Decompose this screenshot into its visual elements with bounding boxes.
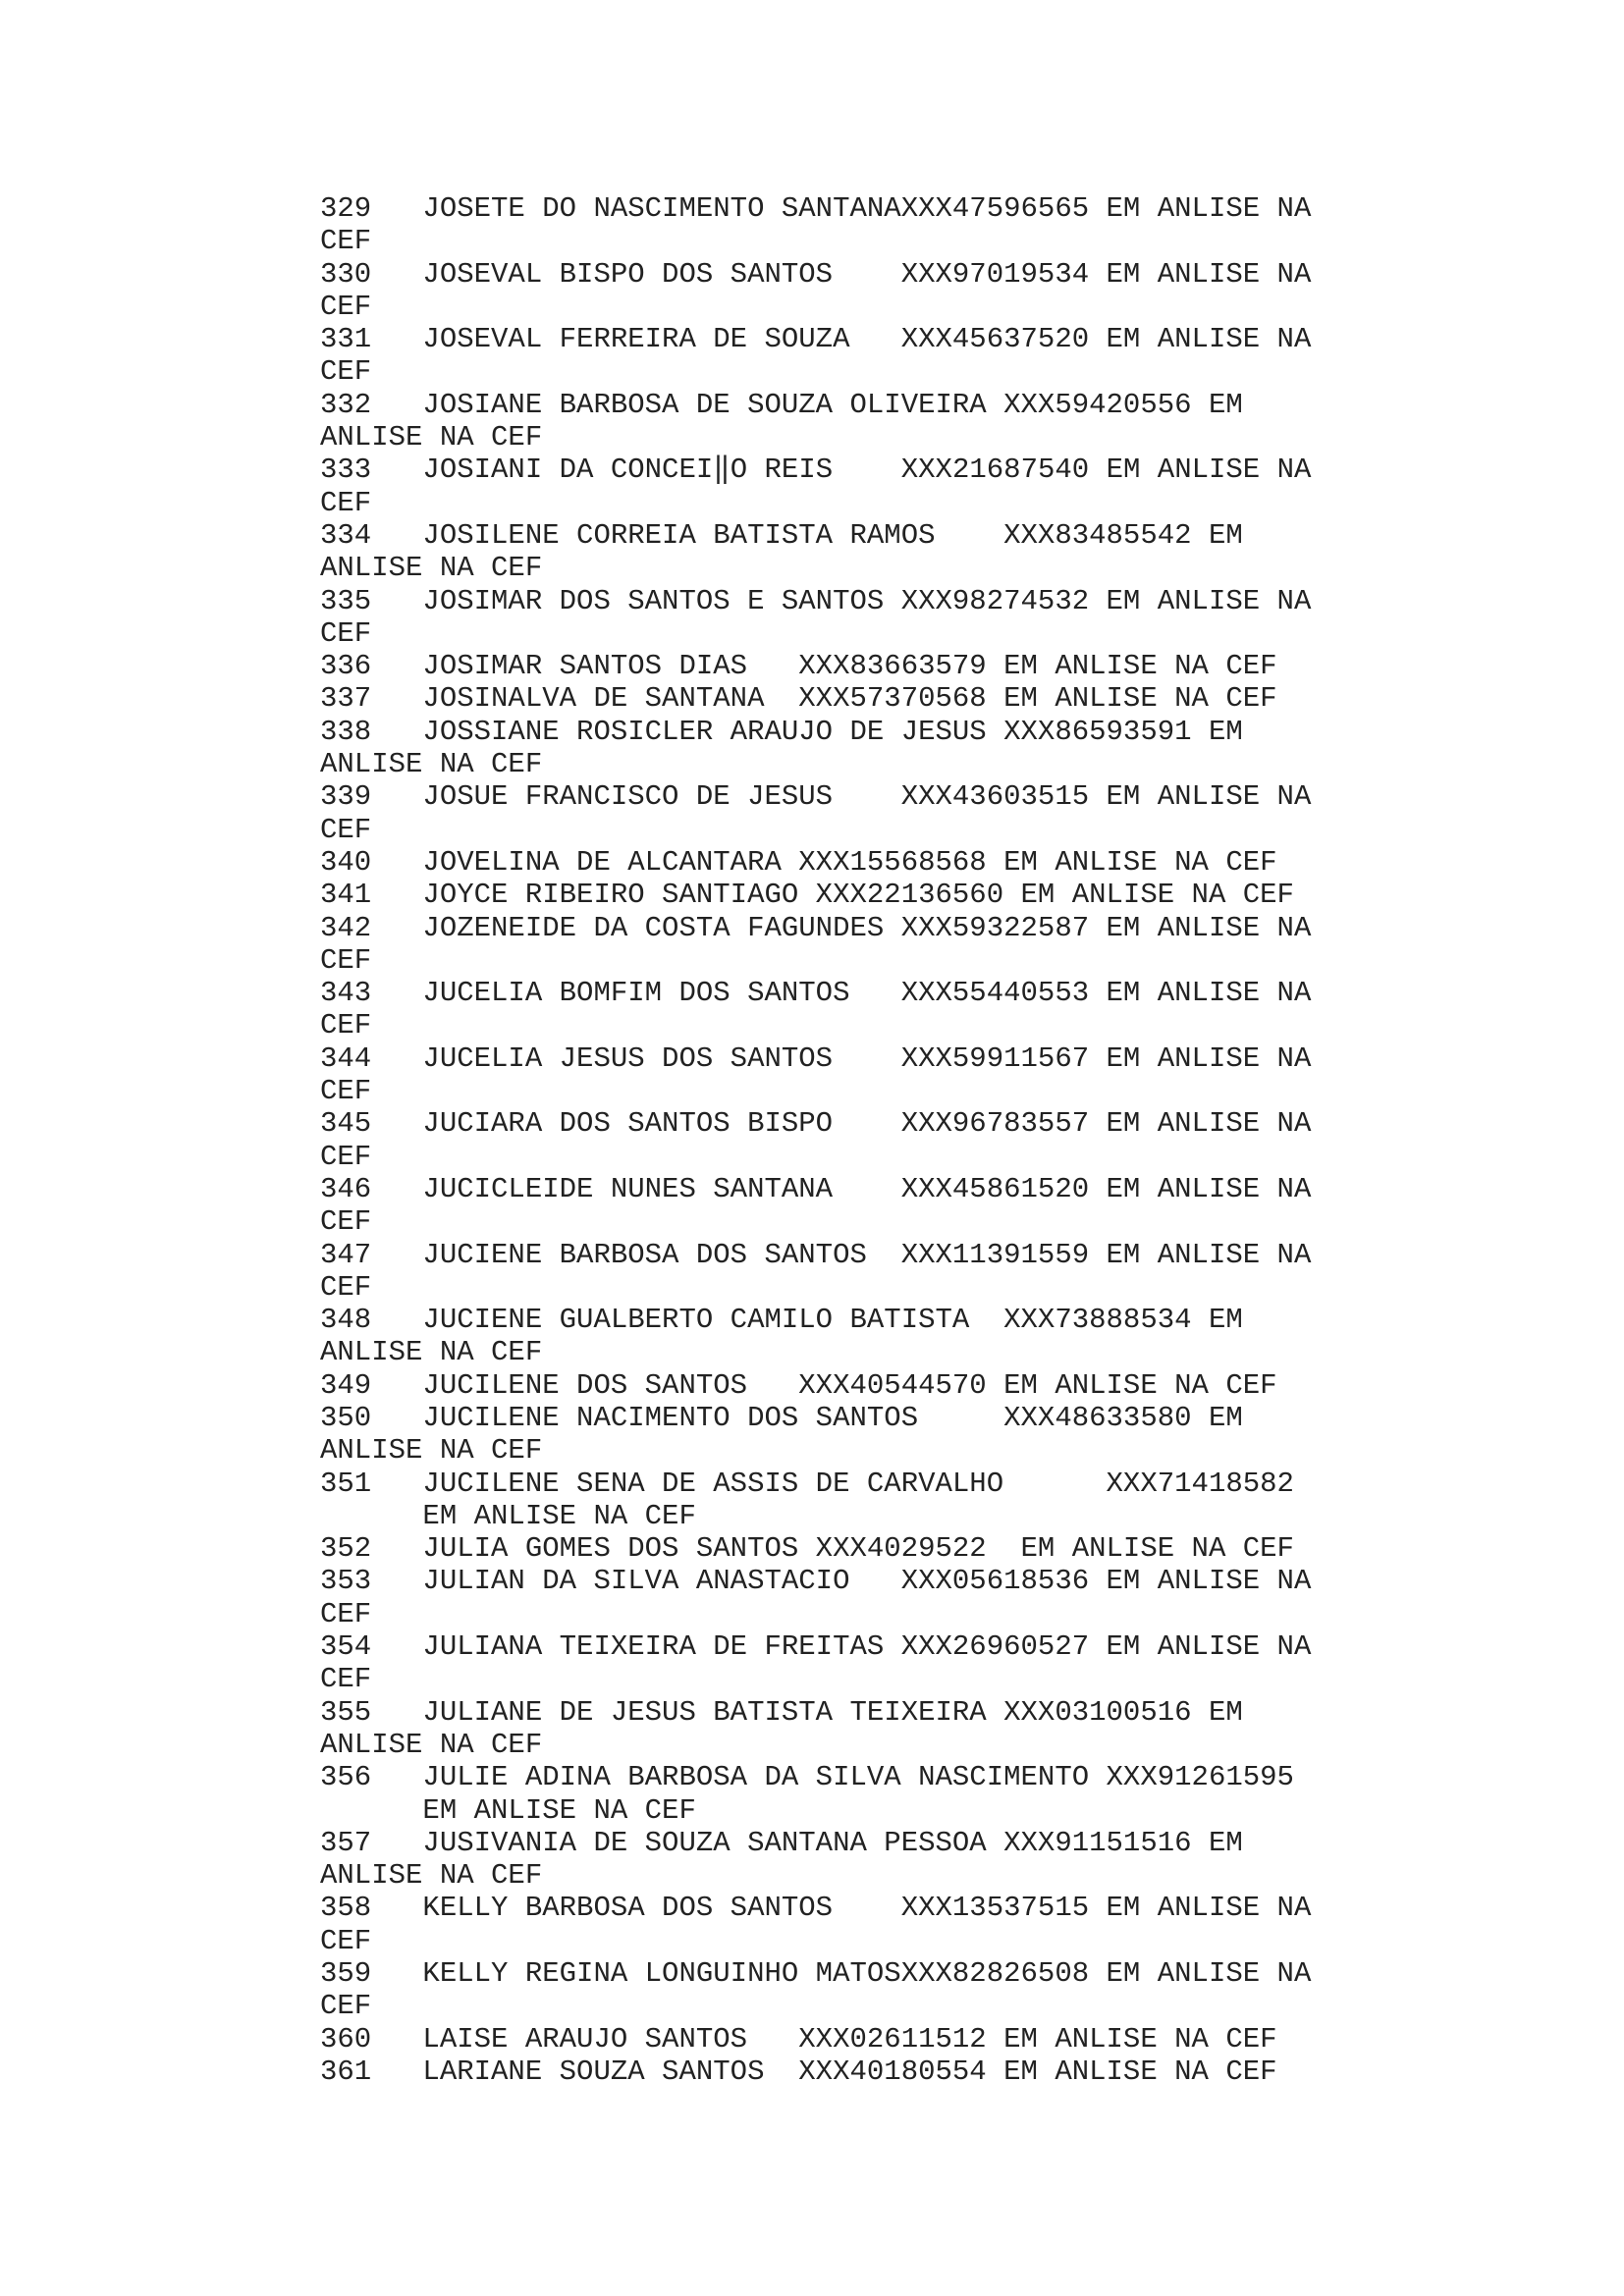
document-line: 339 JOSUE FRANCISCO DE JESUS XXX43603515 EM ANLISE NA [320,780,1312,814]
document-line: CEF [320,1140,372,1173]
document-page [320,192,1322,2116]
document-line: ANLISE NA CEF [320,1859,543,1893]
document-line: ANLISE NA CEF [320,1336,543,1369]
document-line: 353 JULIAN DA SILVA ANASTACIO XXX05618536 EM ANLISE NA [320,1565,1312,1598]
document-line: 357 JUSIVANIA DE SOUZA SANTANA PESSOA XXX91151516 EM [320,1826,1243,1859]
document-line: 346 JUCICLEIDE NUNES SANTANA XXX45861520 EM ANLISE NA [320,1172,1312,1205]
document-line: 338 JOSSIANE ROSICLER ARAUJO DE JESUS XXX86593591 EM [320,715,1243,748]
document-line: 354 JULIANA TEIXEIRA DE FREITAS XXX26960527 EM ANLISE NA [320,1630,1312,1664]
document-line: 358 KELLY BARBOSA DOS SANTOS XXX13537515 EM ANLISE NA [320,1892,1312,1925]
document-line: CEF [320,943,372,977]
document-line: ANLISE NA CEF [320,748,543,781]
document-line: 348 JUCIENE GUALBERTO CAMILO BATISTA XXX73888534 EM [320,1304,1243,1337]
document-line: 344 JUCELIA JESUS DOS SANTOS XXX59911567 EM ANLISE NA [320,1041,1312,1075]
document-line: 349 JUCILENE DOS SANTOS XXX40544570 EM ANLISE NA CEF [320,1368,1277,1402]
document-line: CEF [320,616,372,650]
document-line: ANLISE NA CEF [320,552,543,585]
document-line: 336 JOSIMAR SANTOS DIAS XXX83663579 EM ANLISE NA CEF [320,650,1277,683]
document-line: 351 JUCILENE SENA DE ASSIS DE CARVALHO XXX71418582 [320,1467,1294,1500]
document-line: 345 JUCIARA DOS SANTOS BISPO XXX96783557 EM ANLISE NA [320,1107,1312,1141]
document-line: 347 JUCIENE BARBOSA DOS SANTOS XXX11391559 EM ANLISE NA [320,1238,1312,1271]
document-line: 330 JOSEVAL BISPO DOS SANTOS XXX97019534 EM ANLISE NA [320,257,1312,291]
record-list [320,192,1322,2088]
document-line: CEF [320,1205,372,1239]
document-line: EM ANLISE NA CEF [320,1793,696,1827]
document-line: 359 KELLY REGINA LONGUINHO MATOSXXX82826508 EM ANLISE NA [320,1957,1312,1991]
document-line: 341 JOYCE RIBEIRO SANTIAGO XXX22136560 EM ANLISE NA CEF [320,879,1294,912]
document-line: 360 LAISE ARAUJO SANTOS XXX02611512 EM ANLISE NA CEF [320,2022,1277,2056]
document-line: 332 JOSIANE BARBOSA DE SOUZA OLIVEIRA XXX59420556 EM [320,388,1243,421]
document-line: 356 JULIE ADINA BARBOSA DA SILVA NASCIMENTO XXX91261595 [320,1761,1294,1794]
document-line: 337 JOSINALVA DE SANTANA XXX57370568 EM ANLISE NA CEF [320,682,1277,716]
document-line: ANLISE NA CEF [320,421,543,454]
document-line: CEF [320,1009,372,1042]
document-line: CEF [320,290,372,323]
document-line: 343 JUCELIA BOMFIM DOS SANTOS XXX55440553 EM ANLISE NA [320,977,1312,1010]
document-line: 350 JUCILENE NACIMENTO DOS SANTOS XXX48633580 EM [320,1401,1243,1434]
document-line: 331 JOSEVAL FERREIRA DE SOUZA XXX45637520 EM ANLISE NA [320,323,1312,356]
document-line: 335 JOSIMAR DOS SANTOS E SANTOS XXX98274532 EM ANLISE NA [320,584,1312,617]
document-line: 361 LARIANE SOUZA SANTOS XXX40180554 EM ANLISE NA CEF [320,2055,1277,2088]
document-line: 329 JOSETE DO NASCIMENTO SANTANAXXX47596565 EM ANLISE NA [320,192,1312,225]
document-line: ANLISE NA CEF [320,1728,543,1761]
document-line: 352 JULIA GOMES DOS SANTOS XXX4029522 EM ANLISE NA CEF [320,1532,1294,1566]
document-line: CEF [320,1597,372,1630]
document-line: 340 JOVELINA DE ALCANTARA XXX15568568 EM ANLISE NA CEF [320,845,1277,879]
document-line: 333 JOSIANI DA CONCEI‖O REIS XXX21687540 EM ANLISE NA [320,454,1312,487]
document-line: 334 JOSILENE CORREIA BATISTA RAMOS XXX83485542 EM [320,518,1243,552]
document-line: CEF [320,1075,372,1108]
document-line: CEF [320,486,372,519]
document-line: CEF [320,1990,372,2023]
document-line: CEF [320,225,372,258]
document-line: CEF [320,1270,372,1304]
document-line: EM ANLISE NA CEF [320,1499,696,1532]
document-line: 355 JULIANE DE JESUS BATISTA TEIXEIRA XXX03100516 EM [320,1695,1243,1729]
document-line: ANLISE NA CEF [320,1434,543,1468]
document-line: CEF [320,1663,372,1696]
document-line: CEF [320,813,372,846]
document-line: CEF [320,1924,372,1957]
document-line: 342 JOZENEIDE DA COSTA FAGUNDES XXX59322587 EM ANLISE NA [320,911,1312,944]
document-line: CEF [320,355,372,389]
